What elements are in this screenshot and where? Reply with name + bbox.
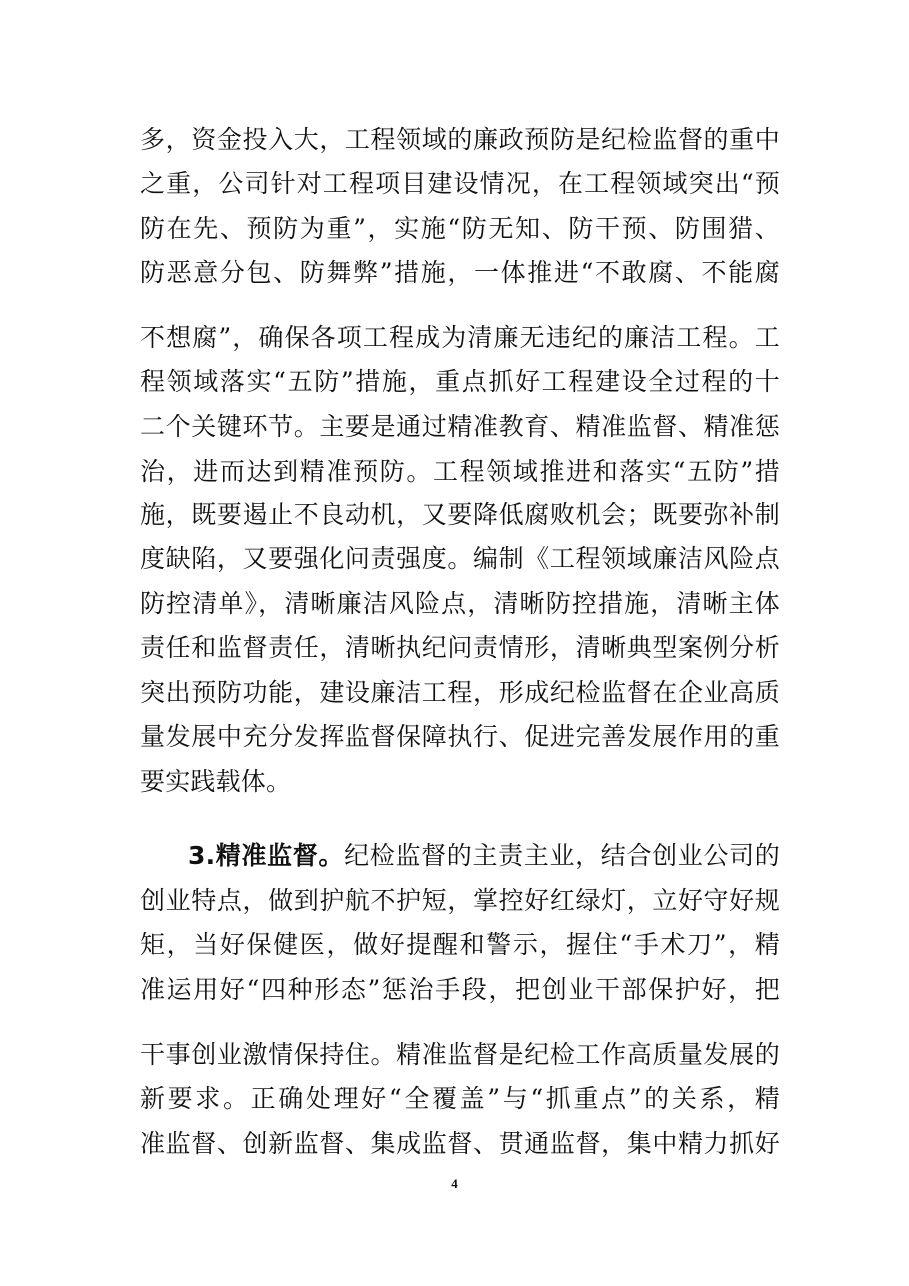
paragraph-line: 矩，当好保健医，做好提醒和警示，握住“手术刀”，精 xyxy=(140,930,780,959)
paragraph-line: 多，资金投入大，工程领域的廉政预防是纪检监督的重中 xyxy=(140,125,780,154)
section-first-line xyxy=(188,836,780,876)
paragraph-line: 程领域落实“五防”措施，重点抓好工程建设全过程的十 xyxy=(140,367,780,396)
section-first-line-text: 纪检监督的主责主业，结合创业公司的 xyxy=(344,841,780,870)
paragraph-line: 不想腐”，确保各项工程成为清廉无违纪的廉洁工程。工 xyxy=(140,323,780,352)
paragraph-line: 准运用好“四种形态”惩治手段，把创业干部保护好，把 xyxy=(140,975,780,1004)
paragraph-line: 之重，公司针对工程项目建设情况，在工程领域突出“预 xyxy=(140,169,780,198)
paragraph-line: 突出预防功能，建设廉洁工程，形成纪检监督在企业高质 xyxy=(140,678,780,707)
paragraph-line: 责任和监督责任，清晰执纪问责情形，清晰典型案例分析 xyxy=(140,633,780,662)
paragraph-line: 创业特点，做到护航不护短，掌控好红绿灯，立好守好规 xyxy=(140,886,780,915)
paragraph-line: 干事创业激情保持住。精准监督是纪检工作高质量发展的 xyxy=(140,1040,780,1069)
paragraph-line: 施，既要遏止不良动机，又要降低腐败机会；既要弥补制 xyxy=(140,500,780,529)
paragraph-line: 准监督、创新监督、集成监督、贯通监督，集中精力抓好 xyxy=(140,1129,780,1158)
section-heading: 3.精准监督。 xyxy=(188,841,345,870)
paragraph-line: 新要求。正确处理好“全覆盖”与“抓重点”的关系，精 xyxy=(140,1084,780,1113)
paragraph-line: 治，进而达到精准预防。工程领域推进和落实“五防”措 xyxy=(140,457,780,486)
paragraph-line: 度缺陷，又要强化问责强度。编制《工程领域廉洁风险点 xyxy=(140,544,780,573)
page-number: 4 xyxy=(451,1176,458,1191)
paragraph-line: 防在先、预防为重”，实施“防无知、防干预、防围猎、 xyxy=(140,214,780,243)
paragraph-line: 量发展中充分发挥监督保障执行、促进完善发展作用的重 xyxy=(140,722,780,751)
paragraph-line: 防控清单》，清晰廉洁风险点，清晰防控措施，清晰主体 xyxy=(140,589,780,618)
paragraph-line: 二个关键环节。主要是通过精准教育、精准监督、精准惩 xyxy=(140,412,780,441)
paragraph-line: 要实践载体。 xyxy=(140,767,292,796)
paragraph-line: 防恶意分包、防舞弊”措施，一体推进“不敢腐、不能腐 xyxy=(140,258,780,287)
